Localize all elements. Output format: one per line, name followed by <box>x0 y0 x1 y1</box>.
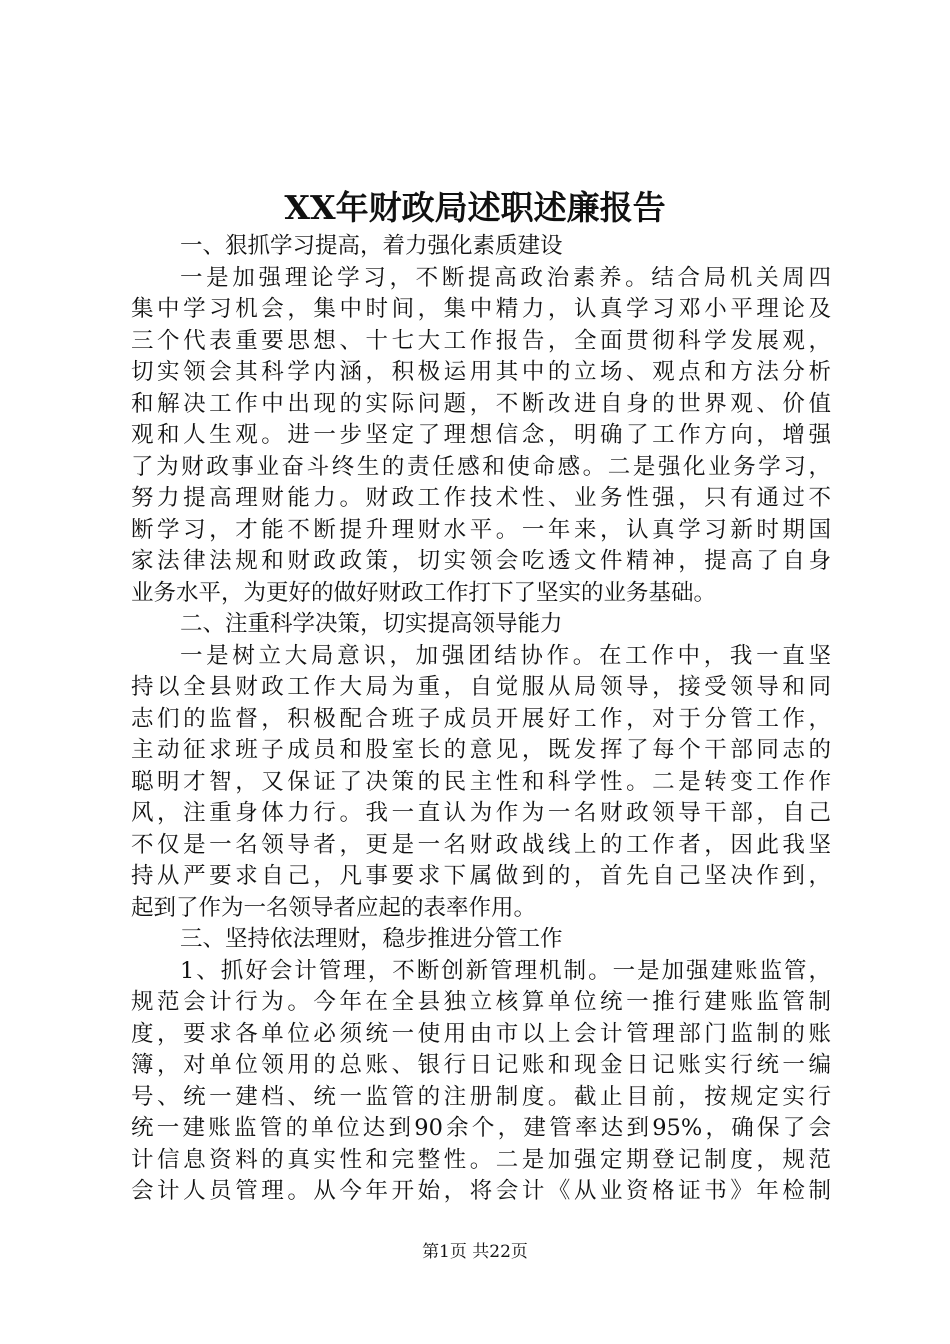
paragraph-line: 度，要求各单位必须统一使用由市以上会计管理部门监制的账 <box>131 1020 831 1047</box>
document-body <box>131 231 831 1208</box>
paragraph-line: 聪明才智，又保证了决策的民主性和科学性。二是转变工作作 <box>131 768 831 795</box>
paragraph-line: 家法律法规和财政政策，切实领会吃透文件精神，提高了自身 <box>131 548 831 574</box>
paragraph-line: 不仅是一名领导者，更是一名财政战线上的工作者，因此我坚 <box>131 831 831 858</box>
paragraph-line: 观和人生观。进一步坚定了理想信念，明确了工作方向，增强 <box>131 422 831 448</box>
paragraph-line: 持从严要求自己，凡事要求下属做到的，首先自己坚决作到， <box>131 863 831 889</box>
section-heading: 二、注重科学决策，切实提高领导能力 <box>180 611 563 637</box>
paragraph-line: 了为财政事业奋斗终生的责任感和使命感。二是强化业务学习， <box>131 453 831 480</box>
paragraph-line: 持以全县财政工作大局为重，自觉服从局领导，接受领导和同 <box>131 674 831 700</box>
paragraph-line: 统一建账监管的单位达到90余个，建管率达到95%，确保了会 <box>131 1115 831 1141</box>
document-title: XX年财政局述职述廉报告 <box>284 188 666 227</box>
paragraph-line: 三个代表重要思想、十七大工作报告，全面贯彻科学发展观， <box>131 327 831 354</box>
section-heading: 一、狠抓学习提高，着力强化素质建设 <box>180 233 563 259</box>
paragraph-line: 簿，对单位领用的总账、银行日记账和现金日记账实行统一编 <box>131 1052 831 1078</box>
paragraph-line: 努力提高理财能力。财政工作技术性、业务性强，只有通过不 <box>131 485 831 511</box>
page-footer: 第1页 共22页 <box>422 1242 528 1262</box>
paragraph-line: 主动征求班子成员和股室长的意见，既发挥了每个干部同志的 <box>131 737 831 763</box>
paragraph-line: 号、统一建档、统一监管的注册制度。截止目前，按规定实行 <box>131 1083 831 1110</box>
paragraph-line: 规范会计行为。今年在全县独立核算单位统一推行建账监管制 <box>131 989 831 1015</box>
paragraph-line: 志们的监督，积极配合班子成员开展好工作，对于分管工作， <box>131 705 831 732</box>
paragraph-line: 1、抓好会计管理，不断创新管理机制。一是加强建账监管， <box>180 957 831 984</box>
paragraph-line: 会计人员管理。从今年开始，将会计《从业资格证书》年检制 <box>131 1178 831 1204</box>
section-heading: 三、坚持依法理财，稳步推进分管工作 <box>180 926 563 952</box>
paragraph-line: 起到了作为一名领导者应起的表率作用。 <box>131 894 537 921</box>
paragraph-line: 一是加强理论学习，不断提高政治素养。结合局机关周四 <box>180 264 831 291</box>
paragraph-line: 一是树立大局意识，加强团结协作。在工作中，我一直坚 <box>180 642 831 669</box>
paragraph-line: 业务水平，为更好的做好财政工作打下了坚实的业务基础。 <box>131 579 717 606</box>
paragraph-line: 风，注重身体力行。我一直认为作为一名财政领导干部，自己 <box>131 800 831 826</box>
paragraph-line: 断学习，才能不断提升理财水平。一年来，认真学习新时期国 <box>131 516 831 543</box>
paragraph-line: 计信息资料的真实性和完整性。二是加强定期登记制度，规范 <box>131 1146 831 1173</box>
paragraph-line: 集中学习机会，集中时间，集中精力，认真学习邓小平理论及 <box>131 296 831 322</box>
paragraph-line: 切实领会其科学内涵，积极运用其中的立场、观点和方法分析 <box>131 359 831 385</box>
paragraph-line: 和解决工作中出现的实际问题，不断改进自身的世界观、价值 <box>131 390 831 417</box>
